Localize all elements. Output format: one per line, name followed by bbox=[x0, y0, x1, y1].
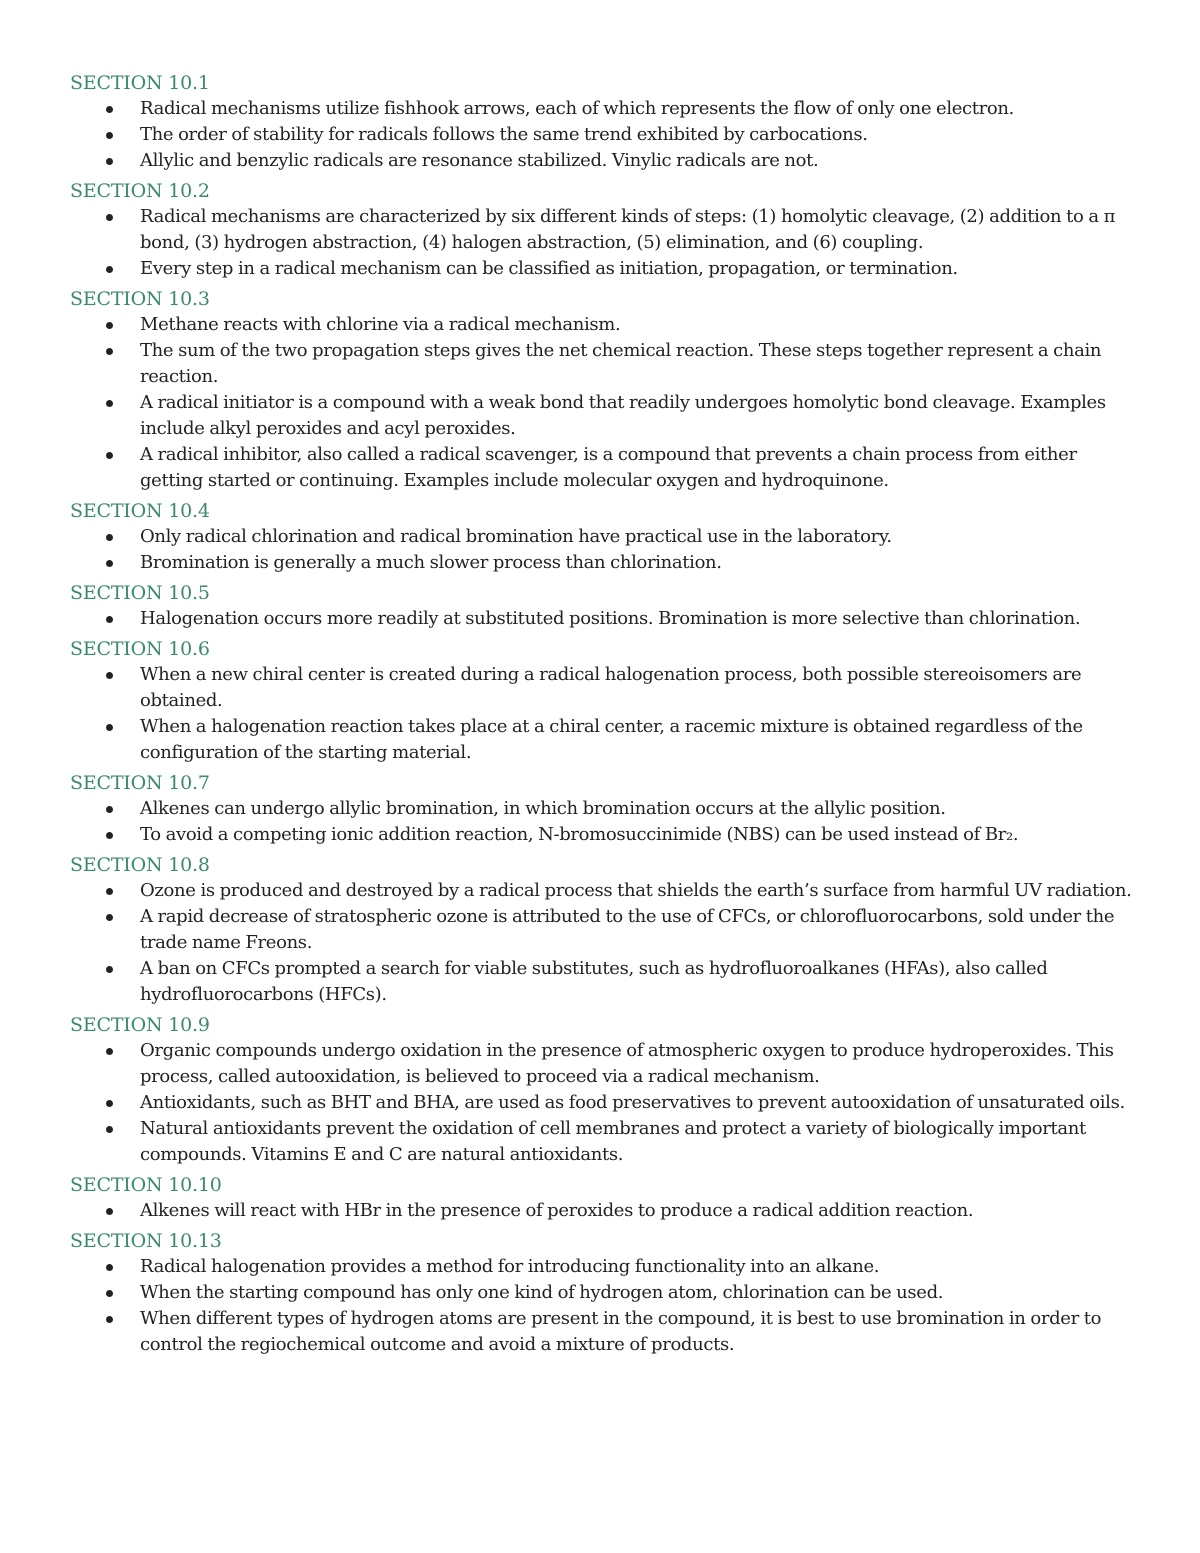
list-item bbox=[70, 822, 1140, 848]
list-item-text: When different types of hydrogen atoms are present in the compound, it is best to use bromination in order to control the regiochemical outcome and avoid a mixture of products. bbox=[140, 1308, 1102, 1355]
section-heading: SECTION 10.5 bbox=[70, 582, 210, 604]
bullet-icon bbox=[106, 1048, 113, 1055]
bullet-icon bbox=[106, 888, 113, 895]
bullet-icon bbox=[106, 348, 113, 355]
bullet-list bbox=[70, 524, 1140, 576]
bullet-list bbox=[70, 1198, 1140, 1224]
list-item-text: Methane reacts with chlorine via a radical mechanism. bbox=[140, 314, 621, 335]
list-item-text: Radical halogenation provides a method for introducing functionality into an alkane. bbox=[140, 1256, 880, 1277]
list-item-text: Organic compounds undergo oxidation in the presence of atmospheric oxygen to produce hydroperoxides. This process, called autooxidation, is believed to proceed via a radical mechanism. bbox=[140, 1040, 1114, 1087]
list-item bbox=[70, 662, 1140, 714]
bullet-icon bbox=[106, 1100, 113, 1107]
list-item bbox=[70, 1254, 1140, 1280]
section-block bbox=[70, 636, 1140, 766]
list-item bbox=[70, 390, 1140, 442]
section-block bbox=[70, 1228, 1140, 1358]
list-item bbox=[70, 878, 1140, 904]
list-item bbox=[70, 1116, 1140, 1168]
section-block bbox=[70, 1012, 1140, 1168]
list-item bbox=[70, 338, 1140, 390]
list-item-text: Alkenes can undergo allylic bromination, in which bromination occurs at the allylic position. bbox=[140, 798, 946, 819]
list-item bbox=[70, 122, 1140, 148]
section-heading: SECTION 10.6 bbox=[70, 638, 210, 660]
bullet-icon bbox=[106, 832, 113, 839]
section-heading: SECTION 10.8 bbox=[70, 854, 210, 876]
list-item-text: Only radical chlorination and radical bromination have practical use in the laboratory. bbox=[140, 526, 892, 547]
bullet-icon bbox=[106, 616, 113, 623]
list-item bbox=[70, 312, 1140, 338]
list-item bbox=[70, 148, 1140, 174]
bullet-list bbox=[70, 606, 1140, 632]
list-item-text: Radical mechanisms are characterized by six different kinds of steps: (1) homolytic cleavage, (2) addition to a π bond, (3) hydrogen abstraction, (4) halogen abstraction, (5) elimination, and (6) coupling. bbox=[140, 206, 1116, 253]
list-item bbox=[70, 1198, 1140, 1224]
bullet-icon bbox=[106, 1126, 113, 1133]
list-item-text: A radical initiator is a compound with a weak bond that readily undergoes homolytic bond cleavage. Examples include alkyl peroxides and acyl peroxides. bbox=[140, 392, 1106, 439]
bullet-list bbox=[70, 1254, 1140, 1358]
list-item-text: Bromination is generally a much slower process than chlorination. bbox=[140, 552, 722, 573]
bullet-icon bbox=[106, 214, 113, 221]
list-item-text: Every step in a radical mechanism can be classified as initiation, propagation, or termination. bbox=[140, 258, 958, 279]
section-heading: SECTION 10.4 bbox=[70, 500, 210, 522]
section-block bbox=[70, 852, 1140, 1008]
section-block bbox=[70, 498, 1140, 576]
list-item bbox=[70, 1038, 1140, 1090]
bullet-icon bbox=[106, 452, 113, 459]
bullet-icon bbox=[106, 724, 113, 731]
list-item bbox=[70, 1306, 1140, 1358]
list-item bbox=[70, 796, 1140, 822]
bullet-icon bbox=[106, 400, 113, 407]
list-item bbox=[70, 204, 1140, 256]
section-block bbox=[70, 178, 1140, 282]
bullet-icon bbox=[106, 1290, 113, 1297]
list-item-text: To avoid a competing ionic addition reaction, N-bromosuccinimide (NBS) can be used instead of Br₂. bbox=[140, 824, 1019, 845]
bullet-list bbox=[70, 662, 1140, 766]
list-item bbox=[70, 550, 1140, 576]
list-item-text: Alkenes will react with HBr in the presence of peroxides to produce a radical addition reaction. bbox=[140, 1200, 974, 1221]
list-item-text: Natural antioxidants prevent the oxidation of cell membranes and protect a variety of biologically important compounds. Vitamins E and C are natural antioxidants. bbox=[140, 1118, 1086, 1165]
section-heading: SECTION 10.9 bbox=[70, 1014, 210, 1036]
list-item-text: Allylic and benzylic radicals are resonance stabilized. Vinylic radicals are not. bbox=[140, 150, 819, 171]
list-item bbox=[70, 256, 1140, 282]
section-heading: SECTION 10.3 bbox=[70, 288, 210, 310]
list-item-text: When the starting compound has only one kind of hydrogen atom, chlorination can be used. bbox=[140, 1282, 944, 1303]
list-item-text: Antioxidants, such as BHT and BHA, are used as food preservatives to prevent autooxidation of unsaturated oils. bbox=[140, 1092, 1125, 1113]
bullet-icon bbox=[106, 672, 113, 679]
bullet-icon bbox=[106, 158, 113, 165]
bullet-list bbox=[70, 312, 1140, 494]
bullet-icon bbox=[106, 1316, 113, 1323]
bullet-icon bbox=[106, 1208, 113, 1215]
list-item-text: When a halogenation reaction takes place at a chiral center, a racemic mixture is obtained regardless of the configuration of the starting material. bbox=[140, 716, 1083, 763]
list-item bbox=[70, 714, 1140, 766]
section-heading: SECTION 10.13 bbox=[70, 1230, 222, 1252]
bullet-icon bbox=[106, 534, 113, 541]
list-item bbox=[70, 1280, 1140, 1306]
section-block bbox=[70, 70, 1140, 174]
section-heading: SECTION 10.7 bbox=[70, 772, 210, 794]
bullet-icon bbox=[106, 966, 113, 973]
section-heading: SECTION 10.10 bbox=[70, 1174, 222, 1196]
bullet-list bbox=[70, 204, 1140, 282]
list-item bbox=[70, 606, 1140, 632]
bullet-icon bbox=[106, 266, 113, 273]
section-block bbox=[70, 770, 1140, 848]
list-item-text: A rapid decrease of stratospheric ozone is attributed to the use of CFCs, or chlorofluorocarbons, sold under the trade name Freons. bbox=[140, 906, 1115, 953]
bullet-icon bbox=[106, 560, 113, 567]
list-item bbox=[70, 442, 1140, 494]
section-block bbox=[70, 580, 1140, 632]
bullet-icon bbox=[106, 132, 113, 139]
bullet-icon bbox=[106, 914, 113, 921]
bullet-icon bbox=[106, 806, 113, 813]
bullet-list bbox=[70, 96, 1140, 174]
list-item bbox=[70, 956, 1140, 1008]
list-item-text: Halogenation occurs more readily at substituted positions. Bromination is more selective than chlorination. bbox=[140, 608, 1081, 629]
list-item-text: The sum of the two propagation steps gives the net chemical reaction. These steps together represent a chain reaction. bbox=[140, 340, 1102, 387]
list-item bbox=[70, 524, 1140, 550]
list-item-text: A ban on CFCs prompted a search for viable substitutes, such as hydrofluoroalkanes (HFAs), also called hydrofluorocarbons (HFCs). bbox=[140, 958, 1048, 1005]
bullet-list bbox=[70, 1038, 1140, 1168]
list-item-text: The order of stability for radicals follows the same trend exhibited by carbocations. bbox=[140, 124, 868, 145]
bullet-list bbox=[70, 878, 1140, 1008]
bullet-list bbox=[70, 796, 1140, 848]
section-block bbox=[70, 286, 1140, 494]
list-item-text: Ozone is produced and destroyed by a radical process that shields the earth’s surface from harmful UV radiation. bbox=[140, 880, 1132, 901]
list-item-text: Radical mechanisms utilize fishhook arrows, each of which represents the flow of only one electron. bbox=[140, 98, 1015, 119]
bullet-icon bbox=[106, 106, 113, 113]
list-item-text: A radical inhibitor, also called a radical scavenger, is a compound that prevents a chain process from either getting started or continuing. Examples include molecular oxygen and hydroquinone. bbox=[140, 444, 1077, 491]
list-item-text: When a new chiral center is created during a radical halogenation process, both possible stereoisomers are obtained. bbox=[140, 664, 1082, 711]
bullet-icon bbox=[106, 1264, 113, 1271]
bullet-icon bbox=[106, 322, 113, 329]
list-item bbox=[70, 96, 1140, 122]
section-block bbox=[70, 1172, 1140, 1224]
section-heading: SECTION 10.2 bbox=[70, 180, 210, 202]
section-heading: SECTION 10.1 bbox=[70, 72, 210, 94]
list-item bbox=[70, 1090, 1140, 1116]
list-item bbox=[70, 904, 1140, 956]
